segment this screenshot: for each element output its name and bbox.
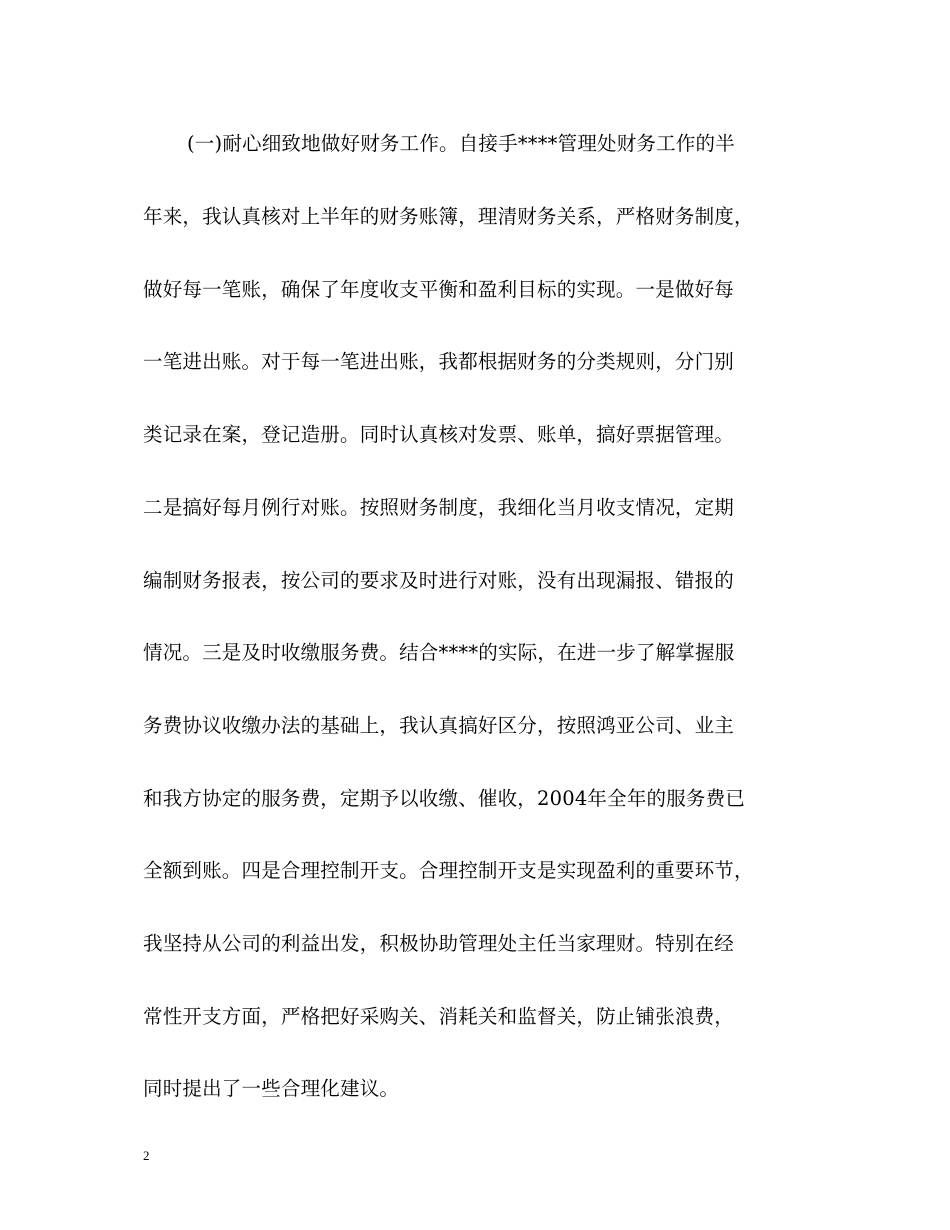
- page-number: 2: [143, 1148, 150, 1163]
- paragraph-line: 全额到账。四是合理控制开支。合理控制开支是实现盈利的重要环节，: [143, 859, 754, 882]
- paragraph-line: 类记录在案，登记造册。同时认真核对发票、账单，搞好票据管理。: [143, 423, 735, 446]
- paragraph-line: 情况。三是及时收缴服务费。结合****的实际，在进一步了解掌握服: [143, 641, 735, 664]
- paragraph-line: 同时提出了一些合理化建议。: [143, 1077, 400, 1100]
- paragraph-line: 一笔进出账。对于每一笔进出账，我都根据财务的分类规则，分门别: [143, 350, 735, 373]
- paragraph-line: 常性开支方面，严格把好采购关、消耗关和监督关，防止铺张浪费，: [143, 1005, 735, 1028]
- paragraph-line: 二是搞好每月例行对账。按照财务制度，我细化当月收支情况，定期: [143, 496, 735, 519]
- paragraph-line: 做好每一笔账，确保了年度收支平衡和盈利目标的实现。一是做好每: [143, 278, 735, 301]
- paragraph-line: 和我方协定的服务费，定期予以收缴、催收，2004年全年的服务费已: [143, 787, 746, 810]
- paragraph-line: 编制财务报表，按公司的要求及时进行对账，没有出现漏报、错报的: [143, 569, 735, 592]
- paragraph-line: 务费协议收缴办法的基础上，我认真搞好区分，按照鸿亚公司、业主: [143, 714, 735, 737]
- paragraph-line: (一)耐心细致地做好财务工作。自接手****管理处财务工作的半: [187, 132, 735, 155]
- paragraph-line: 我坚持从公司的利益出发，积极协助管理处主任当家理财。特别在经: [143, 932, 735, 955]
- paragraph-line: 年来，我认真核对上半年的财务账簿，理清财务关系，严格财务制度，: [143, 205, 754, 228]
